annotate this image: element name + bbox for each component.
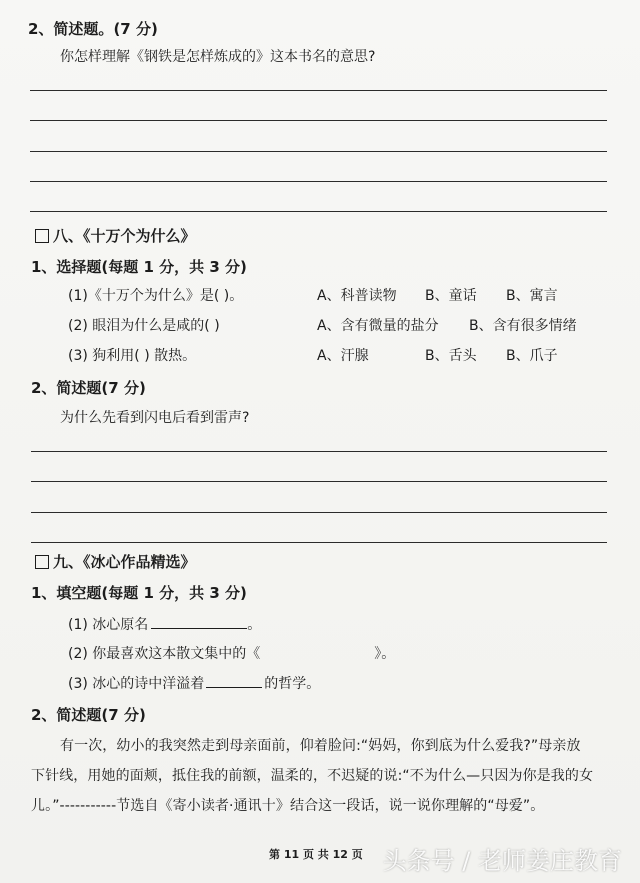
choice-option-b: B、童话 xyxy=(425,288,477,304)
answer-line xyxy=(31,481,607,482)
section-checkbox xyxy=(35,229,49,243)
choice-question-prompt: (1)《十万个为什么》是( )。 xyxy=(68,288,244,304)
section-title: 八、《十万个为什么》 xyxy=(53,227,196,245)
choice-option-c: B、爪子 xyxy=(506,348,558,364)
fill-line-3 xyxy=(68,677,320,691)
fill-blank-1[interactable] xyxy=(151,628,247,629)
choice-option-b: B、含有很多情绪 xyxy=(469,318,577,334)
fill-question-label: 1、填空题(每题 1 分，共 3 分) xyxy=(31,584,247,602)
section-title: 九、《冰心作品精选》 xyxy=(53,553,196,571)
answer-line xyxy=(30,211,607,212)
answer-line xyxy=(31,451,607,452)
answer-line xyxy=(31,512,607,513)
choice-option-b: B、舌头 xyxy=(425,348,477,364)
answer-line xyxy=(30,181,607,182)
section-checkbox xyxy=(35,555,49,569)
short-answer-prompt: 为什么先看到闪电后看到雷声? xyxy=(60,410,250,426)
answer-line xyxy=(31,542,607,543)
fill-line-1 xyxy=(68,618,261,632)
short-answer-label: 2、简述题(7 分) xyxy=(31,379,146,397)
fill-line-3-suffix: 的哲学。 xyxy=(264,676,321,692)
essay-question-label: 2、简述题(7 分) xyxy=(31,706,146,724)
question-prompt: 你怎样理解《钢铁是怎样炼成的》这本书名的意思? xyxy=(60,49,376,65)
answer-line xyxy=(30,151,607,152)
fill-line-2-prefix: (2) 你最喜欢这本散文集中的《 xyxy=(68,646,261,662)
fill-line-2 xyxy=(68,647,395,661)
page-footer: 第 11 页 共 12 页 xyxy=(269,848,363,861)
answer-line xyxy=(30,90,607,91)
fill-line-3-prefix: (3) 冰心的诗中洋溢着 xyxy=(68,676,205,692)
choice-option-a: A、汗腺 xyxy=(317,348,369,364)
passage-line-2: 下针线，用她的面颊，抵住我的前额，温柔的，不迟疑的说:“不为什么—只因为你是我的女 xyxy=(31,768,594,784)
fill-line-1-prefix: (1) 冰心原名 xyxy=(68,617,149,633)
answer-line xyxy=(30,120,607,121)
fill-line-2-suffix: 》。 xyxy=(374,646,396,662)
choice-option-c: B、寓言 xyxy=(506,288,558,304)
choice-option-a: A、科普读物 xyxy=(317,288,397,304)
passage-line-3: 儿。”-----------节选自《寄小读者·通讯十》结合这一段话，说一说你理解的“母爱”。 xyxy=(31,798,545,814)
question-label: 2、简述题。(7 分) xyxy=(28,20,158,38)
choice-option-a: A、含有微量的盐分 xyxy=(317,318,439,334)
choice-question-prompt: (2) 眼泪为什么是咸的( ) xyxy=(68,318,220,334)
fill-blank-3[interactable] xyxy=(206,687,262,688)
choice-question-prompt: (3) 狗利用( ) 散热。 xyxy=(68,348,197,364)
choice-question-label: 1、选择题(每题 1 分，共 3 分) xyxy=(31,258,247,276)
fill-line-1-suffix: 。 xyxy=(247,617,262,633)
watermark: 头条号 / 老师姜庄教育 xyxy=(382,847,622,875)
passage-line-1: 有一次，幼小的我突然走到母亲面前，仰着脸问:“妈妈，你到底为什么爱我?”母亲放 xyxy=(60,738,581,754)
